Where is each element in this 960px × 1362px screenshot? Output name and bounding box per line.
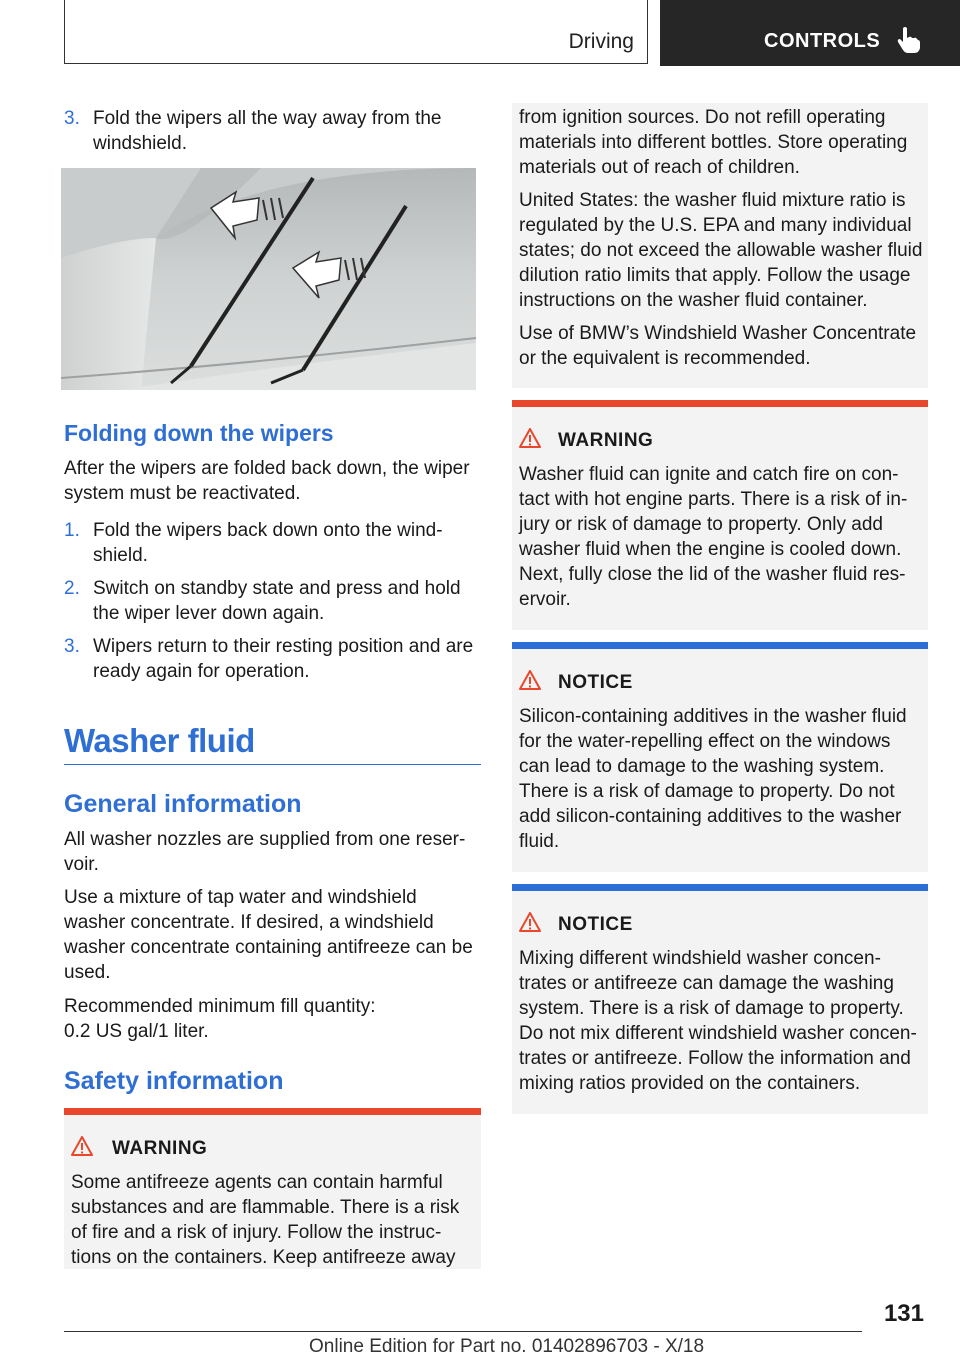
warning-text: Some antifreeze agents can contain harmful substances and are flammable. There is a risk of fire and a risk of injury. Follow the instruc-tions on the containers. Keep antifreeze away (71, 1172, 460, 1268)
step-item (64, 634, 480, 684)
section-title-folding-down: Folding down the wipers (64, 420, 334, 446)
warning-bar (64, 1108, 481, 1115)
warning-triangle-icon (71, 1136, 93, 1156)
step-text: Wipers return to their resting position and are ready again for operation. (93, 636, 474, 682)
warning-triangle-icon (519, 670, 541, 690)
paragraph: 0.2 US gal/1 liter. (64, 1021, 209, 1042)
page-number: 131 (883, 1300, 924, 1327)
warning-text: Washer fluid can ignite and catch fire on con-tact with hot engine parts. There is a risk of in-jury or risk of damage to property. Only add washer fluid when the engine is cooled down. Next, fully close the lid of the washer fluid res-ervoir. (519, 464, 908, 610)
wiper-fold-illustration (61, 168, 476, 390)
warning-label: WARNING (112, 1138, 208, 1159)
notice-label: NOTICE (558, 914, 633, 935)
warning-bar (512, 400, 928, 407)
title-rule (64, 764, 481, 765)
step-text: Fold the wipers back down onto the wind-shield. (93, 520, 443, 566)
paragraph: Use of BMW’s Windshield Washer Concentrate or the equivalent is recommended. (519, 323, 917, 369)
warning-label: WARNING (558, 430, 654, 451)
paragraph: All washer nozzles are supplied from one reser-voir. (64, 829, 466, 875)
notice-bar (512, 642, 928, 649)
paragraph: Use a mixture of tap water and windshield washer concentrate. If desired, a windshield washer concentrate containing antifreeze can be used. (64, 887, 473, 983)
section-title-general: General information (64, 790, 302, 818)
section-title-safety: Safety information (64, 1067, 284, 1095)
footer-rule (64, 1331, 862, 1332)
paragraph: from ignition sources. Do not refill operating materials into different bottles. Store operating materials out of reach of children. (519, 107, 908, 178)
step-item (64, 576, 480, 626)
continued-box (512, 103, 928, 388)
hand-pointer-icon (896, 26, 922, 54)
warning-box (512, 400, 928, 630)
notice-box (512, 642, 928, 872)
step-text: Fold the wipers all the way away from the windshield. (93, 108, 442, 154)
step-text: Switch on standby state and press and hold the wiper lever down again. (93, 578, 461, 624)
step-number: 1. (64, 520, 80, 541)
notice-box (512, 884, 928, 1114)
header-chapter-tab (660, 0, 960, 66)
paragraph: After the wipers are folded back down, the wiper system must be reactivated. (64, 458, 470, 504)
step-item (64, 518, 480, 568)
notice-label: NOTICE (558, 672, 633, 693)
step-number: 3. (64, 108, 80, 129)
notice-text: Mixing different windshield washer concen-trates or antifreeze can damage the washing system. There is a risk of damage to property. Do not mix different windshield washer concen-trates or antifreeze. Follow the information and mixing ratios provided on the containers. (519, 948, 917, 1094)
footer-edition: Online Edition for Part no. 01402896703 - X/18 (309, 1336, 705, 1357)
warning-triangle-icon (519, 912, 541, 932)
paragraph: United States: the washer fluid mixture ratio is regulated by the U.S. EPA and many individual states; do not exceed the allowable washer fluid dilution ratio limits that apply. Follow the usage instructions on the washer fluid container. (519, 190, 923, 311)
paragraph: Recommended minimum fill quantity: (64, 996, 376, 1017)
header-box (64, 0, 648, 64)
header-section-title: Driving (568, 30, 634, 53)
step-number: 3. (64, 636, 80, 657)
step-item (64, 106, 480, 156)
notice-text: Silicon-containing additives in the washer fluid for the water-repelling effect on the windows can lead to damage to the washing system. There is a risk of damage to property. Do not add silicon-containing additives to the washer fluid. (519, 706, 907, 852)
warning-box (64, 1108, 481, 1269)
warning-triangle-icon (519, 428, 541, 448)
chapter-title-washer-fluid: Washer fluid (64, 722, 255, 759)
header-chapter-label: CONTROLS (764, 30, 881, 52)
step-number: 2. (64, 578, 80, 599)
notice-bar (512, 884, 928, 891)
